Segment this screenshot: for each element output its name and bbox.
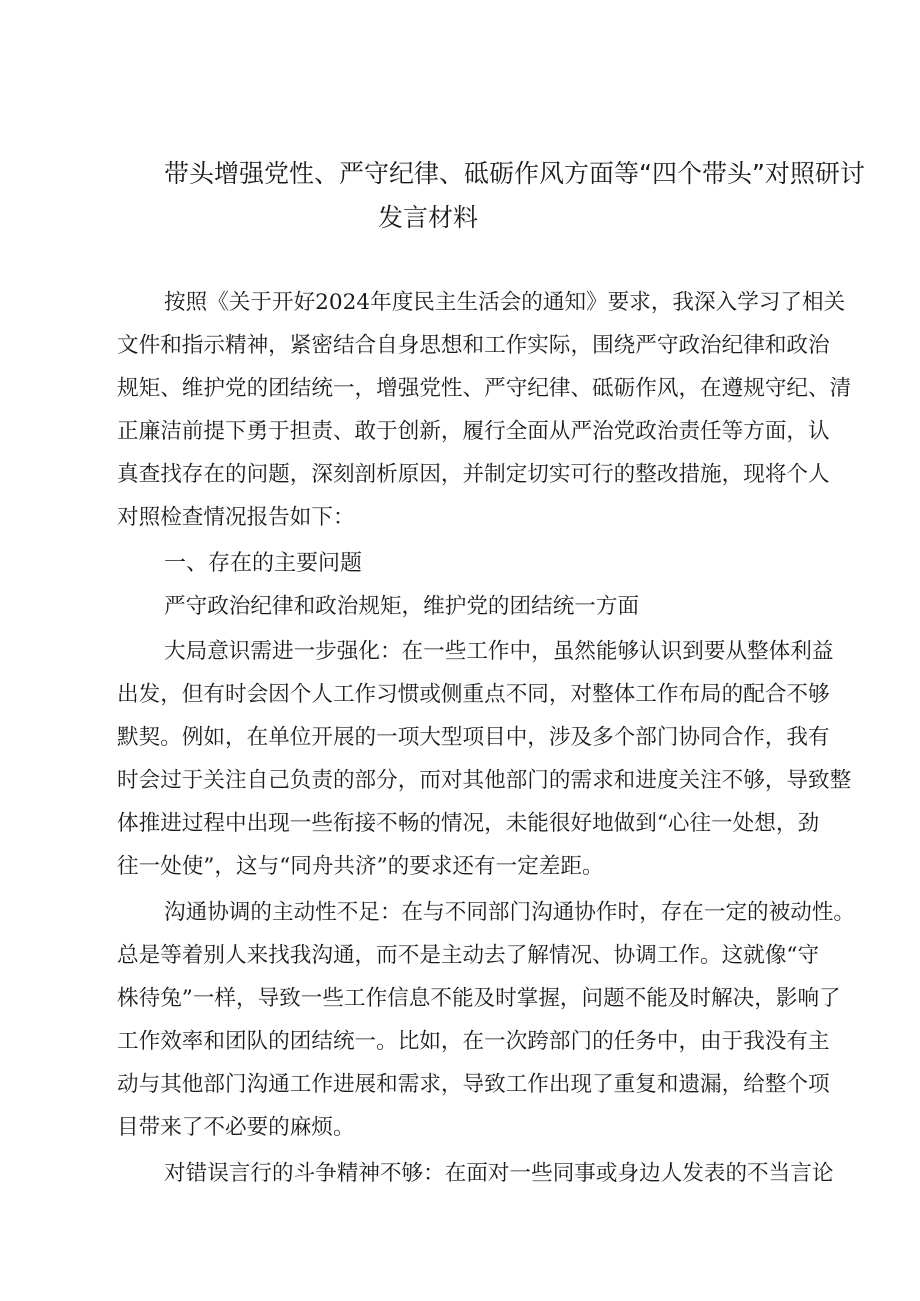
paragraph-1-line: 出发，但有时会因个人工作习惯或侧重点不同，对整体工作布局的配合不够: [117, 682, 830, 707]
document-title-line-2: 发言材料: [378, 203, 479, 232]
document-title-line-1: 带头增强党性、严守纪律、砥砺作风方面等“四个带头”对照研讨: [164, 159, 865, 188]
intro-line: 真查找存在的问题，深刻剖析原因，并制定切实可行的整改措施，现将个人: [117, 462, 830, 487]
paragraph-2-line: 总是等着别人来找我沟通，而不是主动去了解情况、协调工作。这就像“守: [117, 943, 820, 968]
paragraph-1-line: 体推进过程中出现一些衔接不畅的情况，未能很好地做到“心往一处想，劲: [117, 811, 820, 836]
paragraph-2-line: 目带来了不必要的麻烦。: [117, 1115, 355, 1140]
intro-line: 正廉洁前提下勇于担责、敢于创新，履行全面从严治党政治责任等方面，认: [117, 419, 830, 444]
paragraph-1-line: 时会过于关注自己负责的部分，而对其他部门的需求和进度关注不够，导致整: [117, 768, 852, 793]
paragraph-2-line: 动与其他部门沟通工作进展和需求，导致工作出现了重复和遗漏，给整个项: [117, 1072, 830, 1097]
intro-line: 规矩、维护党的团结统一，增强党性、严守纪律、砥砺作风，在遵规守纪、清: [117, 376, 852, 401]
intro-line: 对照检查情况报告如下：: [117, 505, 355, 530]
paragraph-3-line: 对错误言行的斗争精神不够：在面对一些同事或身边人发表的不当言论: [164, 1161, 834, 1186]
paragraph-1-line: 往一处使”，这与“同舟共济”的要求还有一定差距。: [117, 854, 604, 879]
subsection-heading: 严守政治纪律和政治规矩，维护党的团结统一方面: [164, 594, 640, 619]
section-heading: 一、存在的主要问题: [164, 551, 363, 576]
paragraph-2-line: 株待兔”一样，导致一些工作信息不能及时掌握，问题不能及时解决，影响了: [117, 986, 841, 1011]
paragraph-1-line: 大局意识需进一步强化：在一些工作中，虽然能够认识到要从整体利益: [164, 639, 834, 664]
intro-line: 文件和指示精神，紧密结合自身思想和工作实际，围绕严守政治纪律和政治: [117, 333, 830, 358]
intro-line: 按照《关于开好2024年度民主生活会的通知》要求，我深入学习了相关: [164, 290, 846, 315]
paragraph-2-line: 沟通协调的主动性不足：在与不同部门沟通协作时，存在一定的被动性。: [164, 900, 856, 925]
paragraph-2-line: 工作效率和团队的团结统一。比如，在一次跨部门的任务中，由于我没有主: [117, 1029, 830, 1054]
paragraph-1-line: 默契。例如，在单位开展的一项大型项目中，涉及多个部门协同合作，我有: [117, 725, 830, 750]
